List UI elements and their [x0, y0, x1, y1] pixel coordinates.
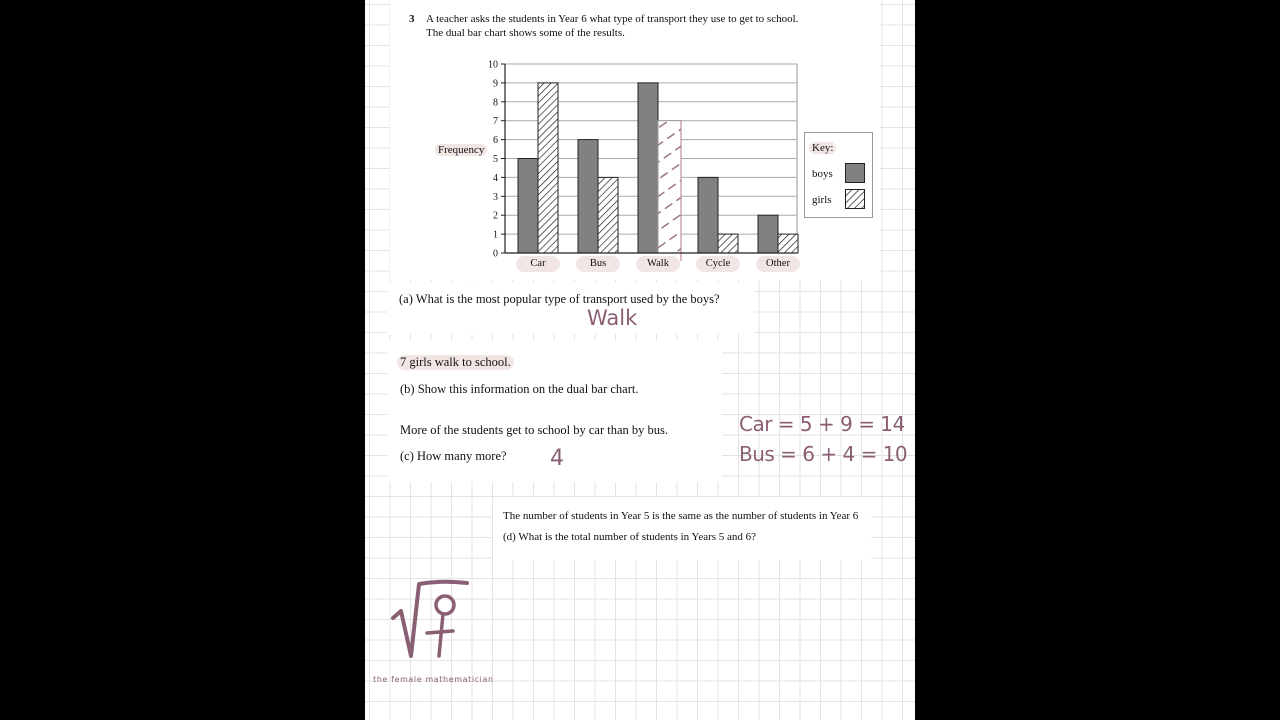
svg-text:0: 0	[493, 248, 498, 260]
part-c-working-bus: Bus = 6 + 4 = 10	[739, 442, 908, 466]
svg-text:4: 4	[493, 172, 498, 184]
female-mathematician-logo-icon	[387, 578, 497, 668]
part-b-intro: 7 girls walk to school.	[397, 355, 514, 370]
question-text-line2: The dual bar chart shows some of the results.	[426, 27, 625, 39]
part-d-question: (d) What is the total number of students in Years 5 and 6?	[503, 531, 757, 543]
part-c-working-car: Car = 5 + 9 = 14	[739, 412, 905, 436]
svg-text:1: 1	[493, 229, 498, 241]
legend-swatch-boys	[845, 163, 865, 183]
legend-swatch-girls	[845, 189, 865, 209]
svg-text:7: 7	[493, 116, 498, 128]
svg-text:Car: Car	[530, 258, 546, 269]
part-b-question: (b) Show this information on the dual bar chart.	[400, 382, 639, 396]
svg-text:Cycle: Cycle	[705, 258, 731, 269]
svg-text:6: 6	[493, 135, 498, 147]
svg-text:8: 8	[493, 97, 498, 109]
legend-label-boys: boys	[812, 168, 833, 180]
part-a-question: (a) What is the most popular type of transport used by the boys?	[399, 292, 720, 306]
brand-tagline: the female mathematician	[373, 675, 494, 684]
svg-text:9: 9	[493, 78, 498, 90]
question-text-line1: A teacher asks the students in Year 6 what type of transport they use to get to school.	[426, 13, 799, 25]
part-c-answer: 4	[550, 446, 564, 471]
grid-paper-page	[365, 0, 915, 720]
part-a-answer: Walk	[587, 306, 638, 330]
svg-text:Walk: Walk	[647, 258, 669, 269]
chart-legend	[804, 132, 873, 218]
legend-title: Key:	[809, 142, 836, 154]
question-number: 3	[409, 13, 415, 25]
y-axis-label: Frequency	[435, 144, 487, 156]
svg-text:10: 10	[488, 59, 498, 71]
part-c-question: (c) How many more?	[400, 449, 507, 463]
part-c-intro: More of the students get to school by car than by bus.	[400, 423, 669, 437]
svg-text:3: 3	[493, 191, 498, 203]
part-d-intro: The number of students in Year 5 is the same as the number of students in Year 6	[503, 510, 859, 522]
question-paper-d	[493, 498, 871, 560]
svg-text:5: 5	[493, 154, 498, 165]
question-paper-a	[387, 282, 755, 334]
legend-label-girls: girls	[812, 194, 832, 206]
svg-text:Bus: Bus	[589, 258, 607, 269]
svg-text:2: 2	[493, 210, 498, 222]
svg-text:Other: Other	[766, 258, 790, 269]
